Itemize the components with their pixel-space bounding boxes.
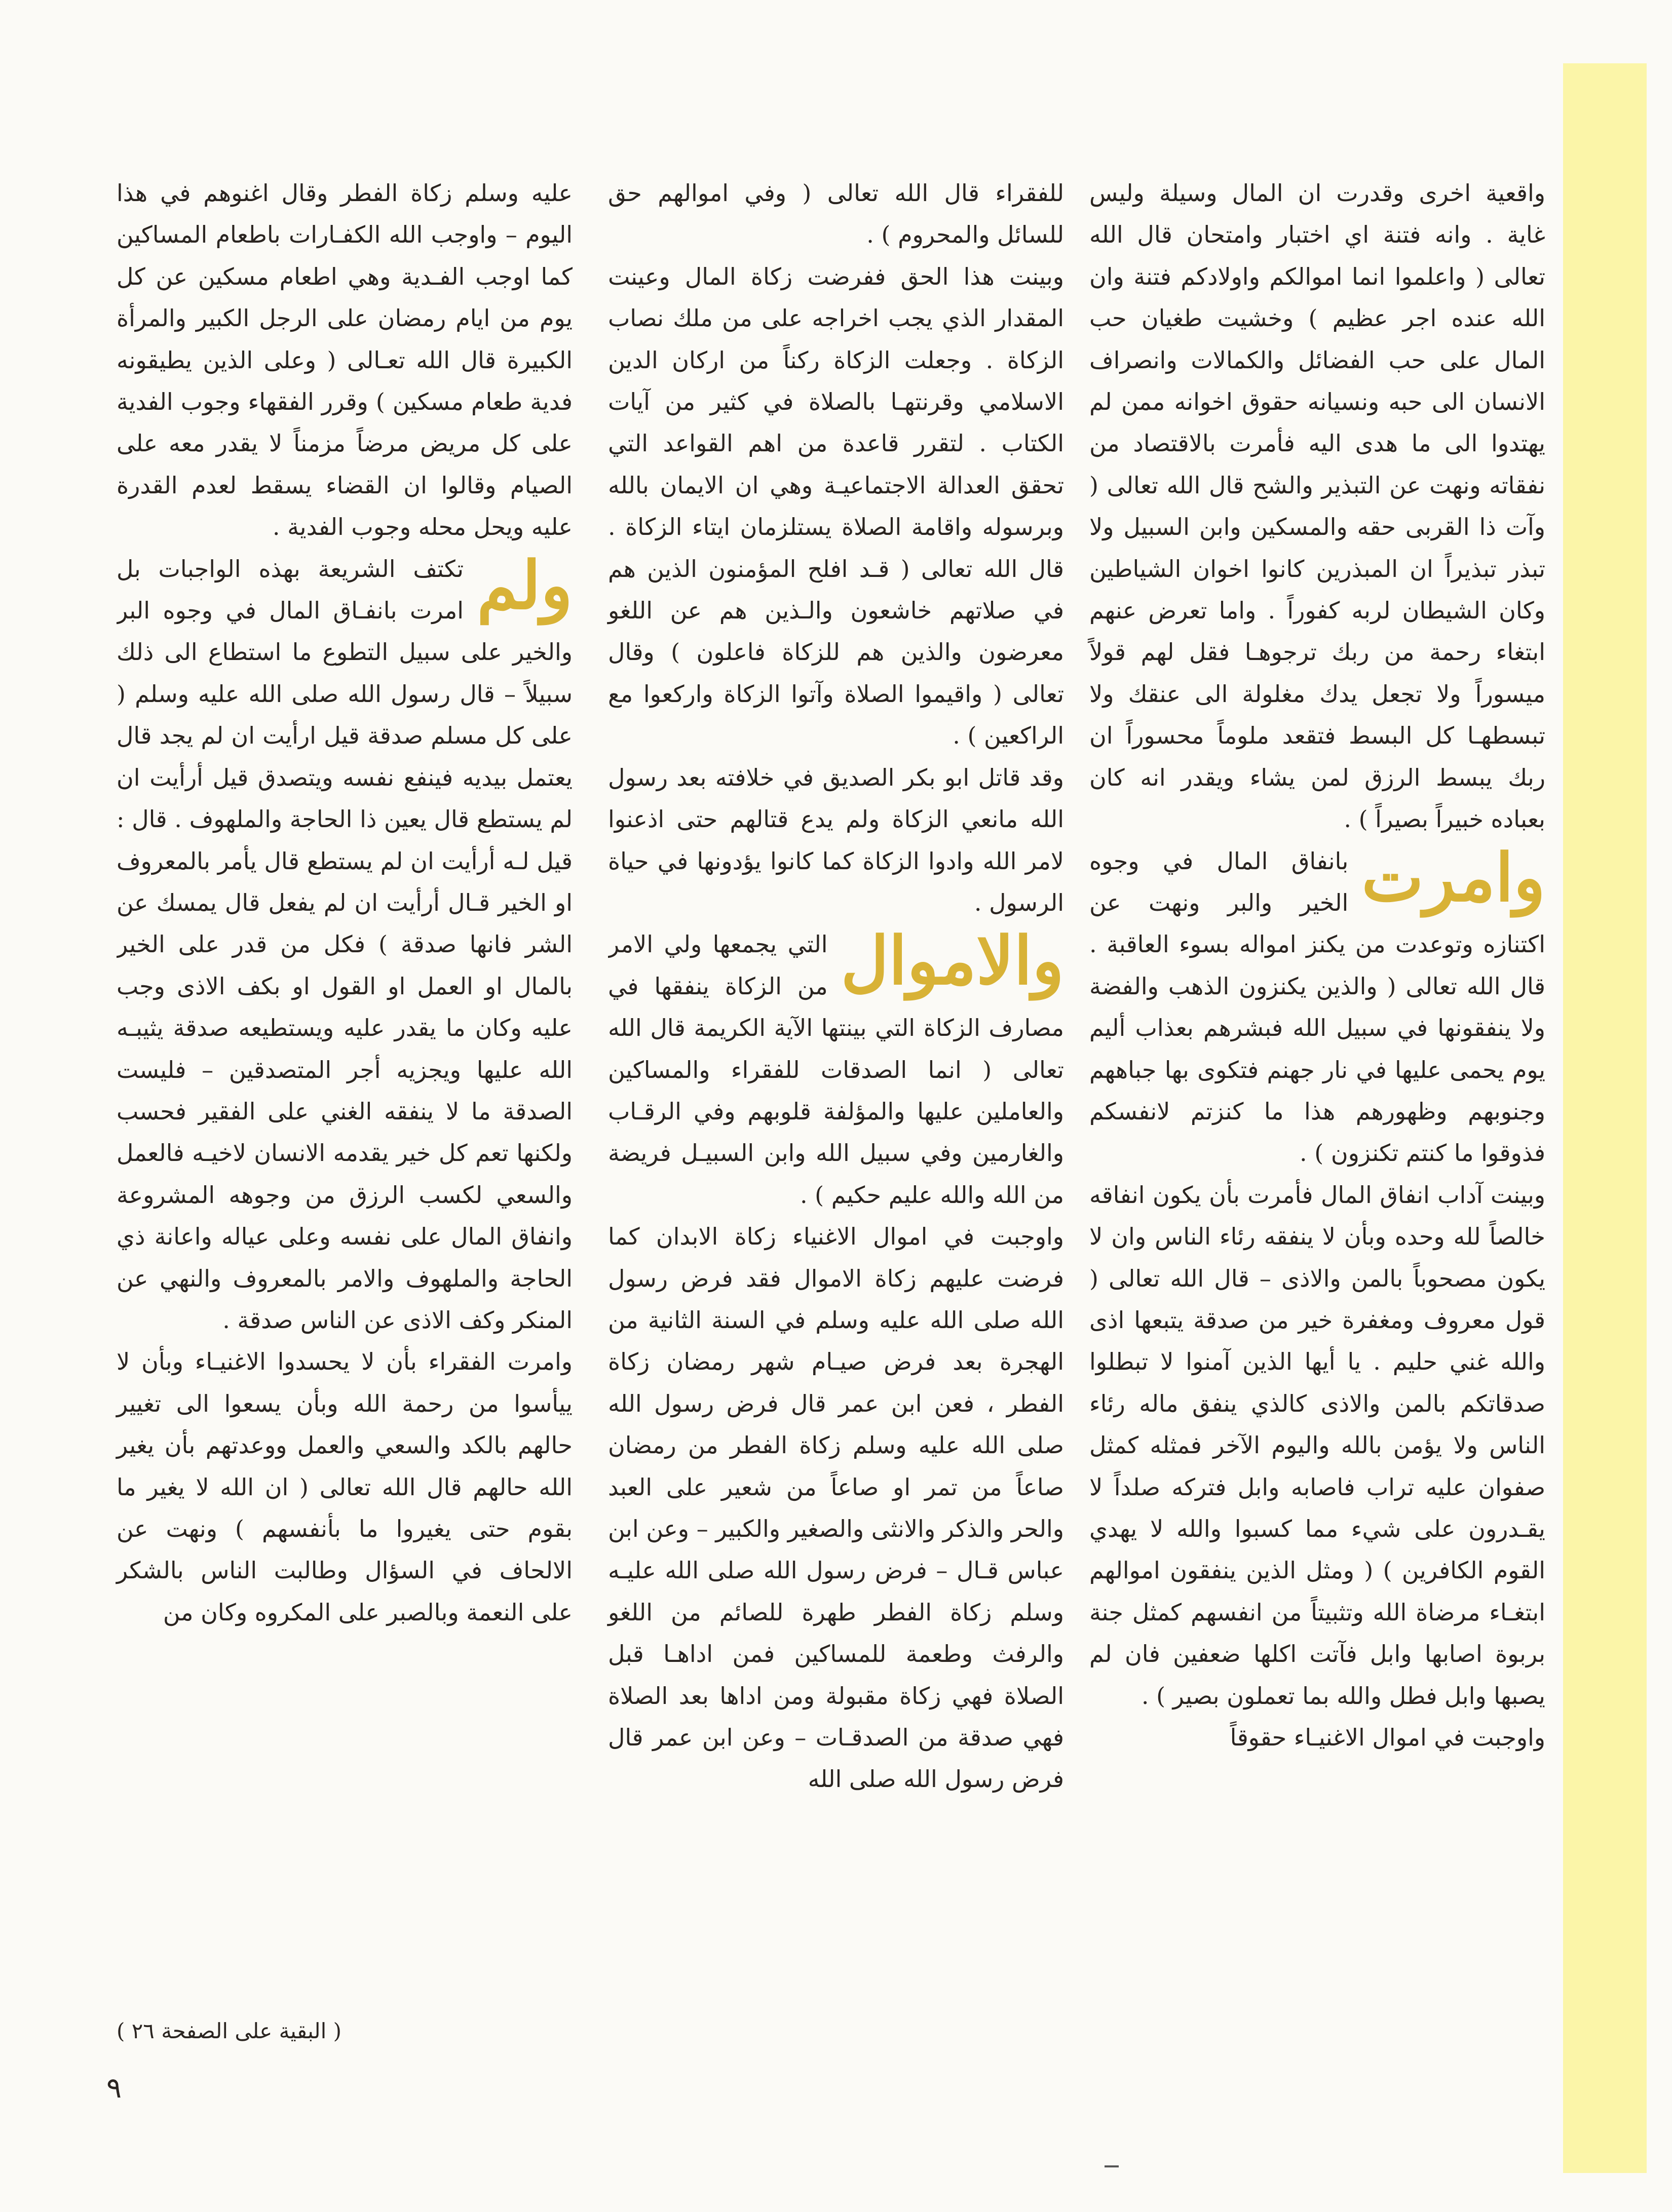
paragraph: وبينت آداب انفاق المال فأمرت بأن يكون انفاقه خالصاً لله وحده وبأن لا ينفقه رئاء الناس وان لا يكون مصحوباً بالمن والاذى – قال الله تعالى ( قول معروف ومغفرة خير من صدقة يتبعها اذى والله غني حليم . يا أيها الذين آمنوا لا تبطلوا صدقاتكم بالمن والاذى كالذي ينفق ماله رئاء الناس ولا يؤمن بالله واليوم الآخر فمثله كمثل صفوان عليه تراب فاصابه وابل فتركه صلداً لا يقـدرون على شيء مما كسبوا والله لا يهدي القوم الكافرين ) ( ومثل الذين ينفقون اموالهم ابتغـاء مرضاة الله وتثبيتاً من انفسهم كمثل جنة بربوة اصابها وابل فآتت اكلها ضعفين فان لم يصبها وابل فطل والله بما تعملون بصير ) . (1089, 1181, 1545, 1710)
section-head-word: والاموال (841, 923, 1064, 1000)
column-right (1089, 172, 1545, 1758)
paragraph: واقعية اخرى وقدرت ان المال وسيلة وليس غاية . وانه فتنة اي اختبار وامتحان قال الله تعالى ( واعلموا انما اموالكم واولادكم فتنة وان الله عنده اجر عظيم ) وخشيت طغيان حب المال على حب الفضائل والكمالات وانصراف الانسان الى حبه ونسيانه حقوق اخوانه ممن لم يهتدوا الى ما هدى اليه فأمرت بالاقتصاد من نفقاته ونهت عن التبذير والشح قال الله تعالى ( وآت ذا القربى حقه والمسكين وابن السبيل ولا تبذر تبذيراً ان المبذرين كانوا اخوان الشياطين وكان الشيطان لربه كفوراً . واما تعرض عنهم ابتغاء رحمة من ربك ترجوهـا فقل لهم قولاً ميسوراً ولا تجعل يدك مغلولة الى عنقك ولا تبسطهـا كل البسط فتقعد ملوماً محسوراً ان ربك يبسط الرزق لمن يشاء ويقدر انه كان بعباده خبيراً بصيراً ) . (1089, 179, 1545, 833)
paragraph: واوجبت في اموال الاغنياء زكاة الابدان كما فرضت عليهم زكاة الاموال فقد فرض رسول الله صلى الله عليه وسلم في السنة الثانية من الهجرة بعد فرض صيـام شهر رمضان زكاة الفطر ، فعن ابن عمر قال فرض رسول الله صلى الله عليه وسلم زكاة الفطر من رمضان صاعاً من تمر او صاعاً من شعير على العبد والحر والذكر والانثى والصغير والكبير – وعن ابن عباس قـال – فرض رسول الله صلى الله عليـه وسلم زكاة الفطر طهرة للصائم من اللغو والرفث وطعمة للمساكين فمن اداهـا قبل الصلاة فهي زكاة مقبولة ومن اداها بعد الصلاة فهي صدقة من الصدقـات – وعن ابن عمر قال فرض رسول الله صلى الله (608, 1223, 1064, 1793)
paragraph: بانفاق المال في وجوه الخير والبر ونهت عن اكتنازه وتوعدت من يكنز امواله بسوء العاقبة . قال الله تعالى ( والذين يكنزون الذهب والفضة ولا ينفقونها في سبيل الله فبشرهم بعذاب أليم يوم يحمى عليها في نار جهنم فتكوى بها جباههم وجنوبهم وظهورهم هذا ما كنزتم لانفسكم فذوقوا ما كنتم تكنزون ) . (1089, 847, 1545, 1167)
print-mark (1105, 2165, 1119, 2167)
paragraph: تكتف الشريعة بهذه الواجبات بل امرت بانفـاق المال في وجوه البر والخير على سبيل التطوع ما استطاع الى ذلك سبيلاً – قال رسول الله صلى الله عليه وسلم ( على كل مسلم صدقة قيل ارأيت ان لم يجد قال يعتمل بيديه فينفع نفسه ويتصدق قيل أرأيت ان لم يستطع قال يعين ذا الحاجة والملهوف . قال : قيل لـه أرأيت ان لم يستطع قال يأمر بالمعروف او الخير قـال أرأيت ان لم يفعل قال يمسك عن الشر فانها صدقة ) فكل من قدر على الخير بالمال او العمل او القول او بكف الاذى وجب عليه وكان ما يقدر عليه ويستطيعه صدقة يثيبـه الله عليها ويجزيه أجر المتصدقين – فليست الصدقة ما لا ينفقه الغني على الفقير فحسب ولكنها تعم كل خير يقدمه الانسان لاخيـه فالعمل والسعي لكسب الرزق من وجوهه المشروعة وانفاق المال على نفسه وعلى عياله واعانة ذي الحاجة والملهوف والامر بالمعروف والنهي عن المنكر وكف الاذى عن الناس صدقة . (117, 555, 573, 1334)
margin-yellow-strip (1563, 63, 1647, 2173)
paragraph: وقد قاتل ابو بكر الصديق في خلافته بعد رسول الله مانعي الزكاة ولم يدع قتالهم حتى اذعنوا لامر الله وادوا الزكاة كما كانوا يؤدونها في حياة الرسول . (608, 763, 1064, 916)
column-left (117, 172, 573, 1633)
section-head-word: ولم (477, 548, 573, 624)
paragraph: وبينت هذا الحق ففرضت زكاة المال وعينت المقدار الذي يجب اخراجه على من ملك نصاب الزكاة . وجعلت الزكاة ركناً من اركان الدين الاسلامي وقرنتهـا بالصلاة في كثير من آيات الكتاب . لتقرر قاعدة من اهم القواعد التي تحقق العدالة الاجتماعيـة وهي ان الايمان بالله وبرسوله واقامة الصلاة يستلزمان ايتاء الزكاة . قال الله تعالى ( قـد افلح المؤمنون الذين هم في صلاتهم خاشعون والـذين هم عن اللغو معرضون والذين هم للزكاة فاعلون ) وقال تعالى ( واقيموا الصلاة وآتوا الزكاة واركعوا مع الراكعين ) . (608, 262, 1064, 750)
paragraph: واوجبت في اموال الاغنيـاء حقوقاً (1230, 1724, 1545, 1752)
page-number: ٩ (106, 2072, 122, 2105)
section-amarat (1089, 840, 1545, 1174)
paragraph: عليه وسلم زكاة الفطر وقال اغنوهم في هذا اليوم – واوجب الله الكفـارات باطعام المساكين كما اوجب الفـدية وهي اطعام مسكين عن كل يوم من ايام رمضان على الرجل الكبير والمرأة الكبيرة قال الله تعـالى ( وعلى الذين يطيقونه فدية طعام مسكين ) وقرر الفقهاء وجوب الفدية على كل مريض مرضاً مزمناً لا يقدر معه على الصيام وقالوا ان القضاء يسقط لعدم القدرة عليه ويحل محله وجوب الفدية . (117, 179, 573, 541)
section-alamwal (608, 923, 1064, 1216)
section-head-word: وامرت (1361, 840, 1545, 916)
column-middle (608, 172, 1064, 1800)
continued-note: ( البقية على الصفحة ٢٦ ) (117, 2019, 341, 2043)
section-walam (117, 548, 573, 1341)
paragraph: وامرت الفقراء بأن لا يحسدوا الاغنيـاء وبأن لا ييأسوا من رحمة الله وبأن يسعوا الى تغيير حالهم بالكد والسعي والعمل ووعدتهم بأن يغير الله حالهم قال الله تعالى ( ان الله لا يغير ما بقوم حتى يغيروا ما بأنفسهم ) ونهت عن الالحاف في السؤال وطالبت الناس بالشكر على النعمة وبالصبر على المكروه وكان من (117, 1348, 573, 1626)
paragraph: التي يجمعها ولي الامر من الزكاة ينفقها في مصارف الزكاة التي بينتها الآية الكريمة قال الله تعالى ( انما الصدقات للفقراء والمساكين والعاملين عليها والمؤلفة قلوبهم وفي الرقـاب والغارمين وفي سبيل الله وابن السبيـل فريضة من الله والله عليم حكيم ) . (608, 930, 1064, 1209)
paragraph: للفقراء قال الله تعالى ( وفي اموالهم حق للسائل والمحروم ) . (608, 179, 1064, 249)
